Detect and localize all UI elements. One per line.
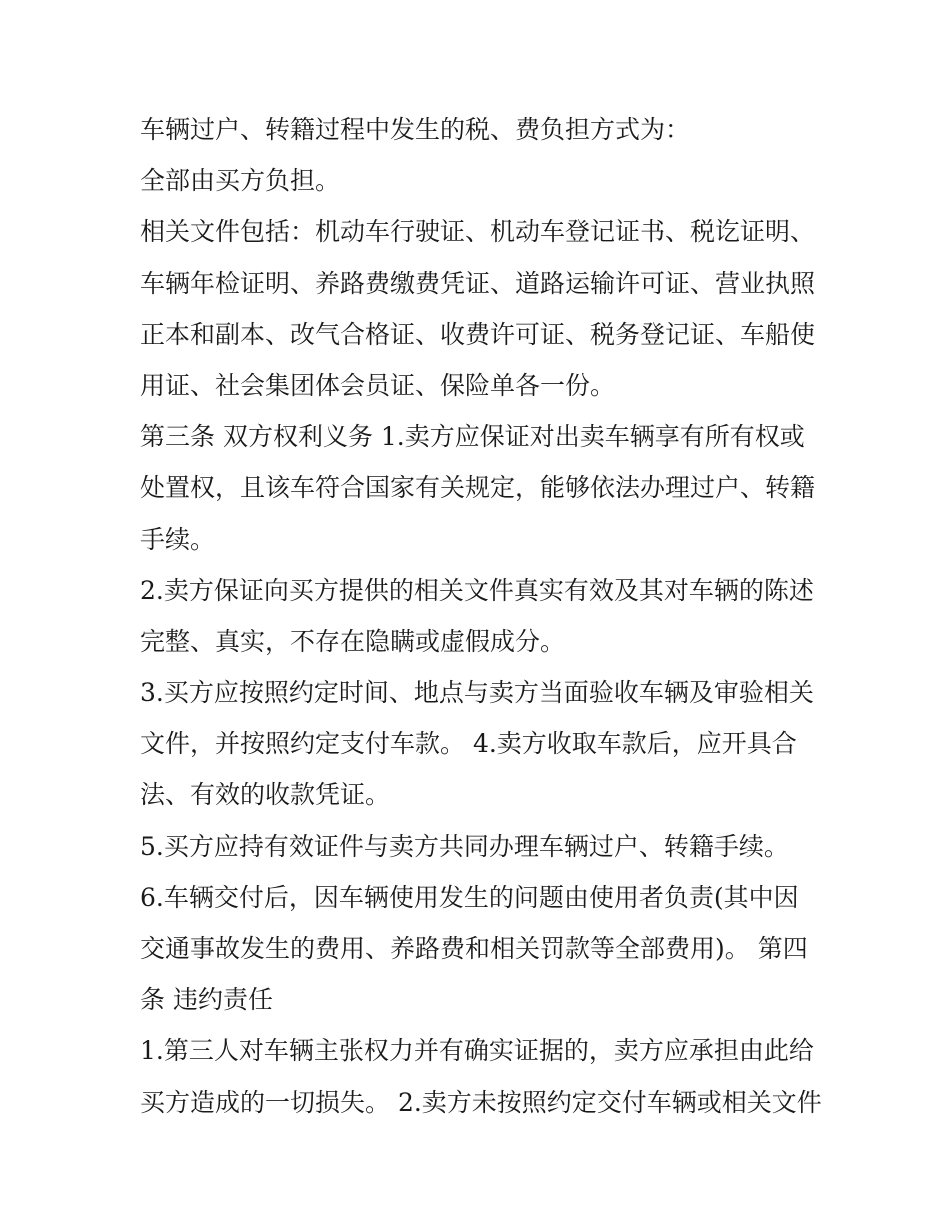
text-line: 相关文件包括：机动车行驶证、机动车登记证书、税讫证明、 (140, 217, 816, 247)
text-line: 交通事故发生的费用、养路费和相关罚款等全部费用)。 第四 (140, 934, 808, 963)
text-line: 法、有效的收款凭证。 (140, 780, 391, 810)
text-line: 完整、真实，不存在隐瞒或虚假成分。 (140, 626, 566, 656)
contract-text (140, 104, 820, 1128)
text-line: 6.车辆交付后，因车辆使用发生的问题由使用者负责(其中因 (140, 882, 799, 912)
text-line: 5.买方应持有效证件与卖方共同办理车辆过户、转籍手续。 (140, 831, 789, 861)
text-line: 正本和副本、改气合格证、收费许可证、税务登记证、车船使 (140, 319, 816, 349)
text-line: 用证、社会集团体会员证、保险单各一份。 (140, 370, 616, 400)
text-line: 车辆过户、转籍过程中发生的税、费负担方式为： (140, 115, 691, 144)
text-line: 第三条 双方权利义务 1.卖方应保证对出卖车辆享有所有权或 (140, 422, 805, 452)
text-line: 处置权，且该车符合国家有关规定，能够依法办理过户、转籍 (140, 473, 816, 503)
text-line: 1.第三人对车辆主张权力并有确实证据的，卖方应承担由此给 (140, 1036, 814, 1066)
text-line: 文件，并按照约定支付车款。 4.卖方收取车款后，应开具合 (140, 729, 797, 759)
text-line: 全部由买方负担。 (140, 166, 341, 196)
text-line: 车辆年检证明、养路费缴费凭证、道路运输许可证、营业执照 (140, 268, 816, 298)
text-line: 条 违约责任 (140, 985, 273, 1015)
text-line: 3.买方应按照约定时间、地点与卖方当面验收车辆及审验相关 (140, 678, 814, 708)
text-line: 手续。 (140, 524, 216, 554)
text-line: 买方造成的一切损失。 2.卖方未按照约定交付车辆或相关文件 (140, 1087, 822, 1117)
text-line: 2.卖方保证向买方提供的相关文件真实有效及其对车辆的陈述 (140, 575, 814, 605)
